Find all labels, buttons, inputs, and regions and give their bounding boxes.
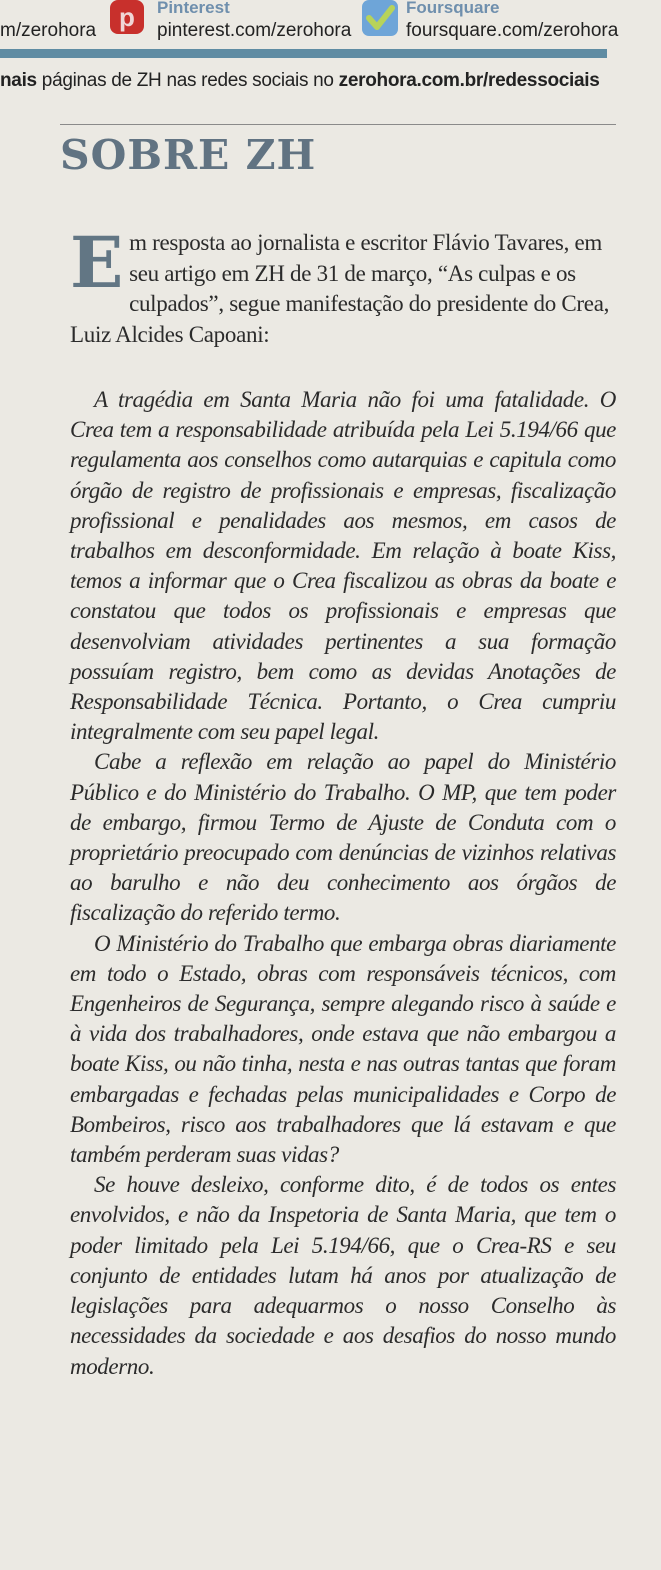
letter-body	[70, 385, 616, 1382]
section-title: SOBRE ZH	[60, 131, 317, 179]
foursquare-url: foursquare.com/zerohora	[406, 20, 619, 41]
dropcap: E	[70, 221, 124, 304]
social-networks-row	[0, 0, 661, 48]
social-left-fragment: m/zerohora	[0, 20, 97, 41]
letter-paragraph: Cabe a reflexão em relação ao papel do Ministério Público e do Ministério do Trabalho. O MP, que tem poder de embargo, firmou Termo de Ajuste de Conduta com o proprietário preocupado com denúncias de vizinhos relativas ao barulho e não deu conhecimento aos órgãos de fiscalização do referido termo.	[70, 749, 616, 926]
pinterest-url: pinterest.com/zerohora	[157, 20, 352, 41]
pinterest-name: Pinterest	[157, 0, 230, 17]
foursquare-name: Foursquare	[406, 0, 500, 17]
redes-url: zerohora.com.br/redessociais	[338, 70, 600, 91]
intro-text: m resposta ao jornalista e escritor Flávio Tavares, em seu artigo em ZH de 31 de março, “As culpas e os culpados”, segue manifestação do presidente do Crea, Luiz Alcides Capoani:	[70, 230, 610, 348]
redes-sociais-line	[0, 70, 600, 92]
letter-paragraph: O Ministério do Trabalho que embarga obras diariamente em todo o Estado, obras com responsáveis técnicos, com Engenheiros de Segurança, sempre alegando risco à saúde e à vida dos trabalhadores, onde estava que não embargou a boate Kiss, ou não tinha, nesta e nas outras tantas que foram embargadas e fechadas pelas municipalidades e Corpo de Bombeiros, risco aos trabalhadores que lá estavam e que também perderam suas vidas?	[70, 930, 616, 1168]
letter-paragraph: Se houve desleixo, conforme dito, é de todos os entes envolvidos, e não da Inspetoria de Santa Maria, que tem o poder limitado pela Lei 5.194/66, que o Crea-RS e seu conjunto de entidades lutam há anos por atualização de legislações para adequarmos o nosso Conselho às necessidades da sociedade e aos desafios do nosso mundo moderno.	[70, 1172, 616, 1379]
blue-divider	[0, 49, 607, 58]
intro-paragraph	[70, 221, 616, 351]
redes-bold-start: nais	[0, 70, 37, 91]
foursquare-check-icon	[362, 0, 398, 36]
redes-middle: páginas de ZH nas redes sociais no	[36, 70, 339, 91]
section-divider	[60, 124, 616, 125]
pinterest-icon: p	[110, 0, 144, 34]
letter-paragraph: A tragédia em Santa Maria não foi uma fatalidade. O Crea tem a responsabilidade atribuída pela Lei 5.194/66 que regulamenta aos conselhos como autarquias e capitula como órgão de registro de profissionais e empresas, fiscalização profissional e penalidades aos mesmos, em casos de trabalhos em desconformidade. Em relação à boate Kiss, temos a informar que o Crea fiscalizou as obras da boate e constatou que todos os profissionais e empresas que desenvolviam atividades pertinentes a sua formação possuíam registro, bem como as devidas Anotações de Responsabilidade Técnica. Portanto, o Crea cumpriu integralmente com seu papel legal.	[70, 387, 616, 745]
